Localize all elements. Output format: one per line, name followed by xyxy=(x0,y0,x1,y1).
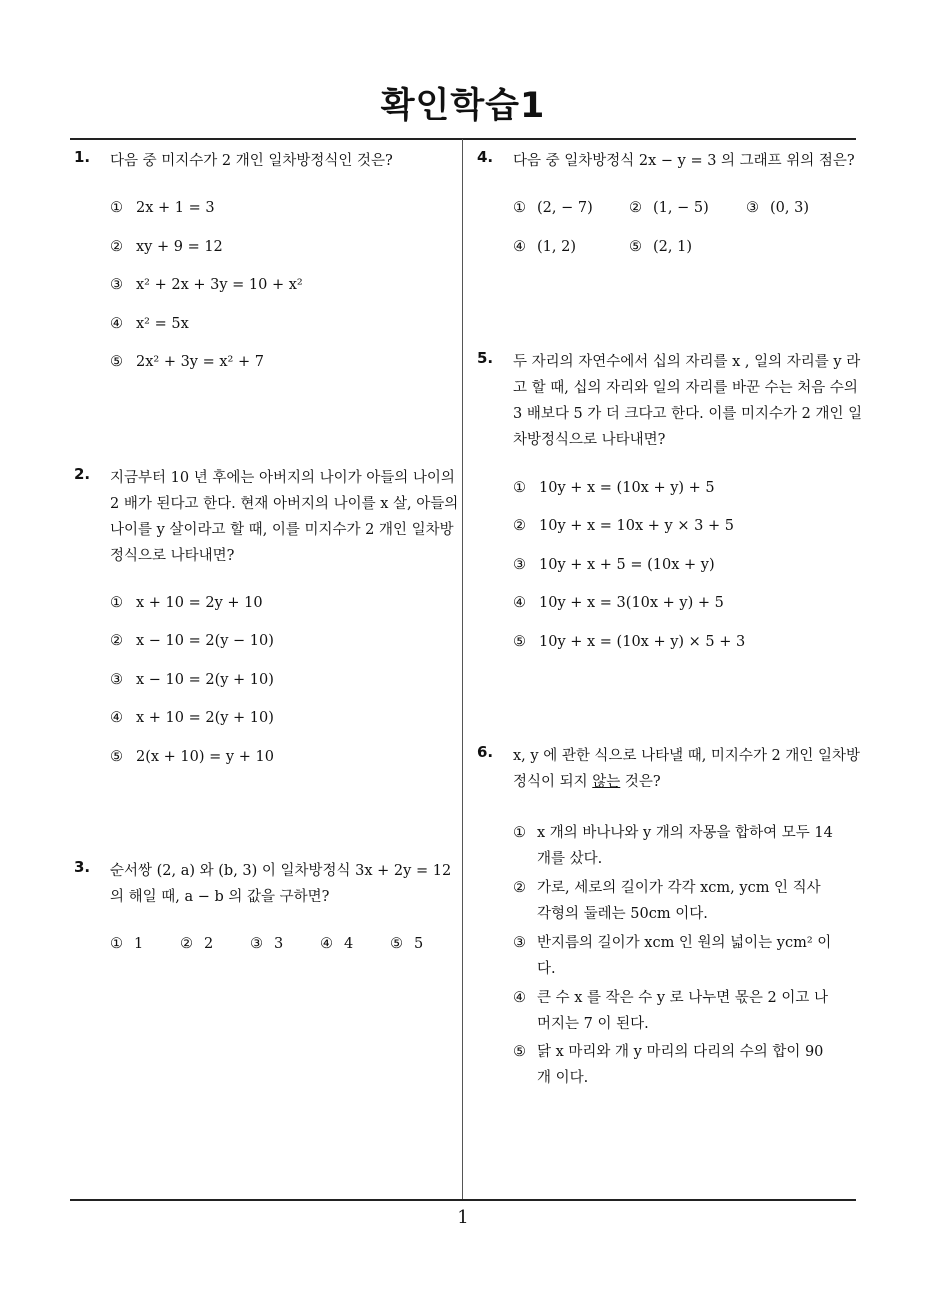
page-title: 확인학습1 xyxy=(380,86,546,126)
option-2[interactable]: ② 가로, 세로의 길이가 각각 xcm, ycm 인 직사각형의 둘레는 50cm 이다. xyxy=(513,880,821,922)
option-2[interactable]: ② xy + 9 = 12 xyxy=(110,239,223,255)
option-3[interactable]: ③ 반지름의 길이가 xcm 인 원의 넓이는 ycm² 이다. xyxy=(513,935,832,977)
question-stem: 순서쌍 (2, a) 와 (b, 3) 이 일차방정식 3x + 2y = 12 의 해일 때, a − b 의 값을 구하면? xyxy=(110,863,452,905)
top-divider xyxy=(70,138,856,140)
question-stem: 지금부터 10 년 후에는 아버지의 나이가 아들의 나이의 2 배가 된다고 한다. 현재 아버지의 나이를 x 살, 아들의 나이를 y 살이라고 할 때, 이를 미지수가 2 개인 일차방정식으로 나타내면? xyxy=(110,470,459,564)
option-4[interactable]: ④ (1, 2) xyxy=(513,239,576,255)
option-3[interactable]: ③ (0, 3) xyxy=(746,200,809,216)
underlined-word: 않는 xyxy=(592,774,621,790)
question-number: 3. xyxy=(74,858,91,876)
question-stem: x, y 에 관한 식으로 나타낼 때, 미지수가 2 개인 일차방정식이 되지 않는 것은? xyxy=(513,748,861,790)
question-stem: 다음 중 미지수가 2 개인 일차방정식인 것은? xyxy=(110,153,393,169)
option-5[interactable]: ⑤ 5 xyxy=(390,936,424,952)
bottom-divider xyxy=(70,1199,856,1201)
option-1[interactable]: ① 2x + 1 = 3 xyxy=(110,200,215,216)
column-divider xyxy=(462,139,463,1201)
option-5[interactable]: ⑤ 2x² + 3y = x² + 7 xyxy=(110,354,264,370)
option-5[interactable]: ⑤ (2, 1) xyxy=(629,239,692,255)
option-2[interactable]: ② x − 10 = 2(y − 10) xyxy=(110,633,274,649)
question-number: 5. xyxy=(477,349,494,367)
option-4[interactable]: ④ 10y + x = 3(10x + y) + 5 xyxy=(513,595,724,611)
question-stem: 두 자리의 자연수에서 십의 자리를 x , 일의 자리를 y 라고 할 때, 십의 자리와 일의 자리를 바꾼 수는 처음 수의 3 배보다 5 가 더 크다고 한다. 이를 미지수가 2 개인 일차방정식으로 나타내면? xyxy=(513,354,863,448)
option-3[interactable]: ③ x² + 2x + 3y = 10 + x² xyxy=(110,277,303,293)
option-1[interactable]: ① (2, − 7) xyxy=(513,200,593,216)
option-4[interactable]: ④ 4 xyxy=(320,936,354,952)
option-4[interactable]: ④ x + 10 = 2(y + 10) xyxy=(110,710,274,726)
option-4[interactable]: ④ x² = 5x xyxy=(110,316,189,332)
option-5[interactable]: ⑤ 2(x + 10) = y + 10 xyxy=(110,749,274,765)
question-stem: 다음 중 일차방정식 2x − y = 3 의 그래프 위의 점은? xyxy=(513,153,855,169)
option-3[interactable]: ③ 3 xyxy=(250,936,284,952)
question-number: 6. xyxy=(477,743,494,761)
option-3[interactable]: ③ 10y + x + 5 = (10x + y) xyxy=(513,557,715,573)
option-1[interactable]: ① 10y + x = (10x + y) + 5 xyxy=(513,480,715,496)
option-1[interactable]: ① 1 xyxy=(110,936,144,952)
option-2[interactable]: ② (1, − 5) xyxy=(629,200,709,216)
option-5[interactable]: ⑤ 10y + x = (10x + y) × 5 + 3 xyxy=(513,634,746,650)
option-2[interactable]: ② 10y + x = 10x + y × 3 + 5 xyxy=(513,518,734,534)
option-1[interactable]: ① x 개의 바나나와 y 개의 자몽을 합하여 모두 14 개를 샀다. xyxy=(513,825,833,867)
option-3[interactable]: ③ x − 10 = 2(y + 10) xyxy=(110,672,274,688)
question-number: 4. xyxy=(477,148,494,166)
page-number: 1 xyxy=(457,1207,469,1228)
question-number: 1. xyxy=(74,148,91,166)
option-5[interactable]: ⑤ 닭 x 마리와 개 y 마리의 다리의 수의 합이 90 개 이다. xyxy=(513,1044,824,1086)
option-4[interactable]: ④ 큰 수 x 를 작은 수 y 로 나누면 몫은 2 이고 나머지는 7 이 된다. xyxy=(513,990,829,1032)
question-number: 2. xyxy=(74,465,91,483)
option-2[interactable]: ② 2 xyxy=(180,936,214,952)
option-1[interactable]: ① x + 10 = 2y + 10 xyxy=(110,595,263,611)
